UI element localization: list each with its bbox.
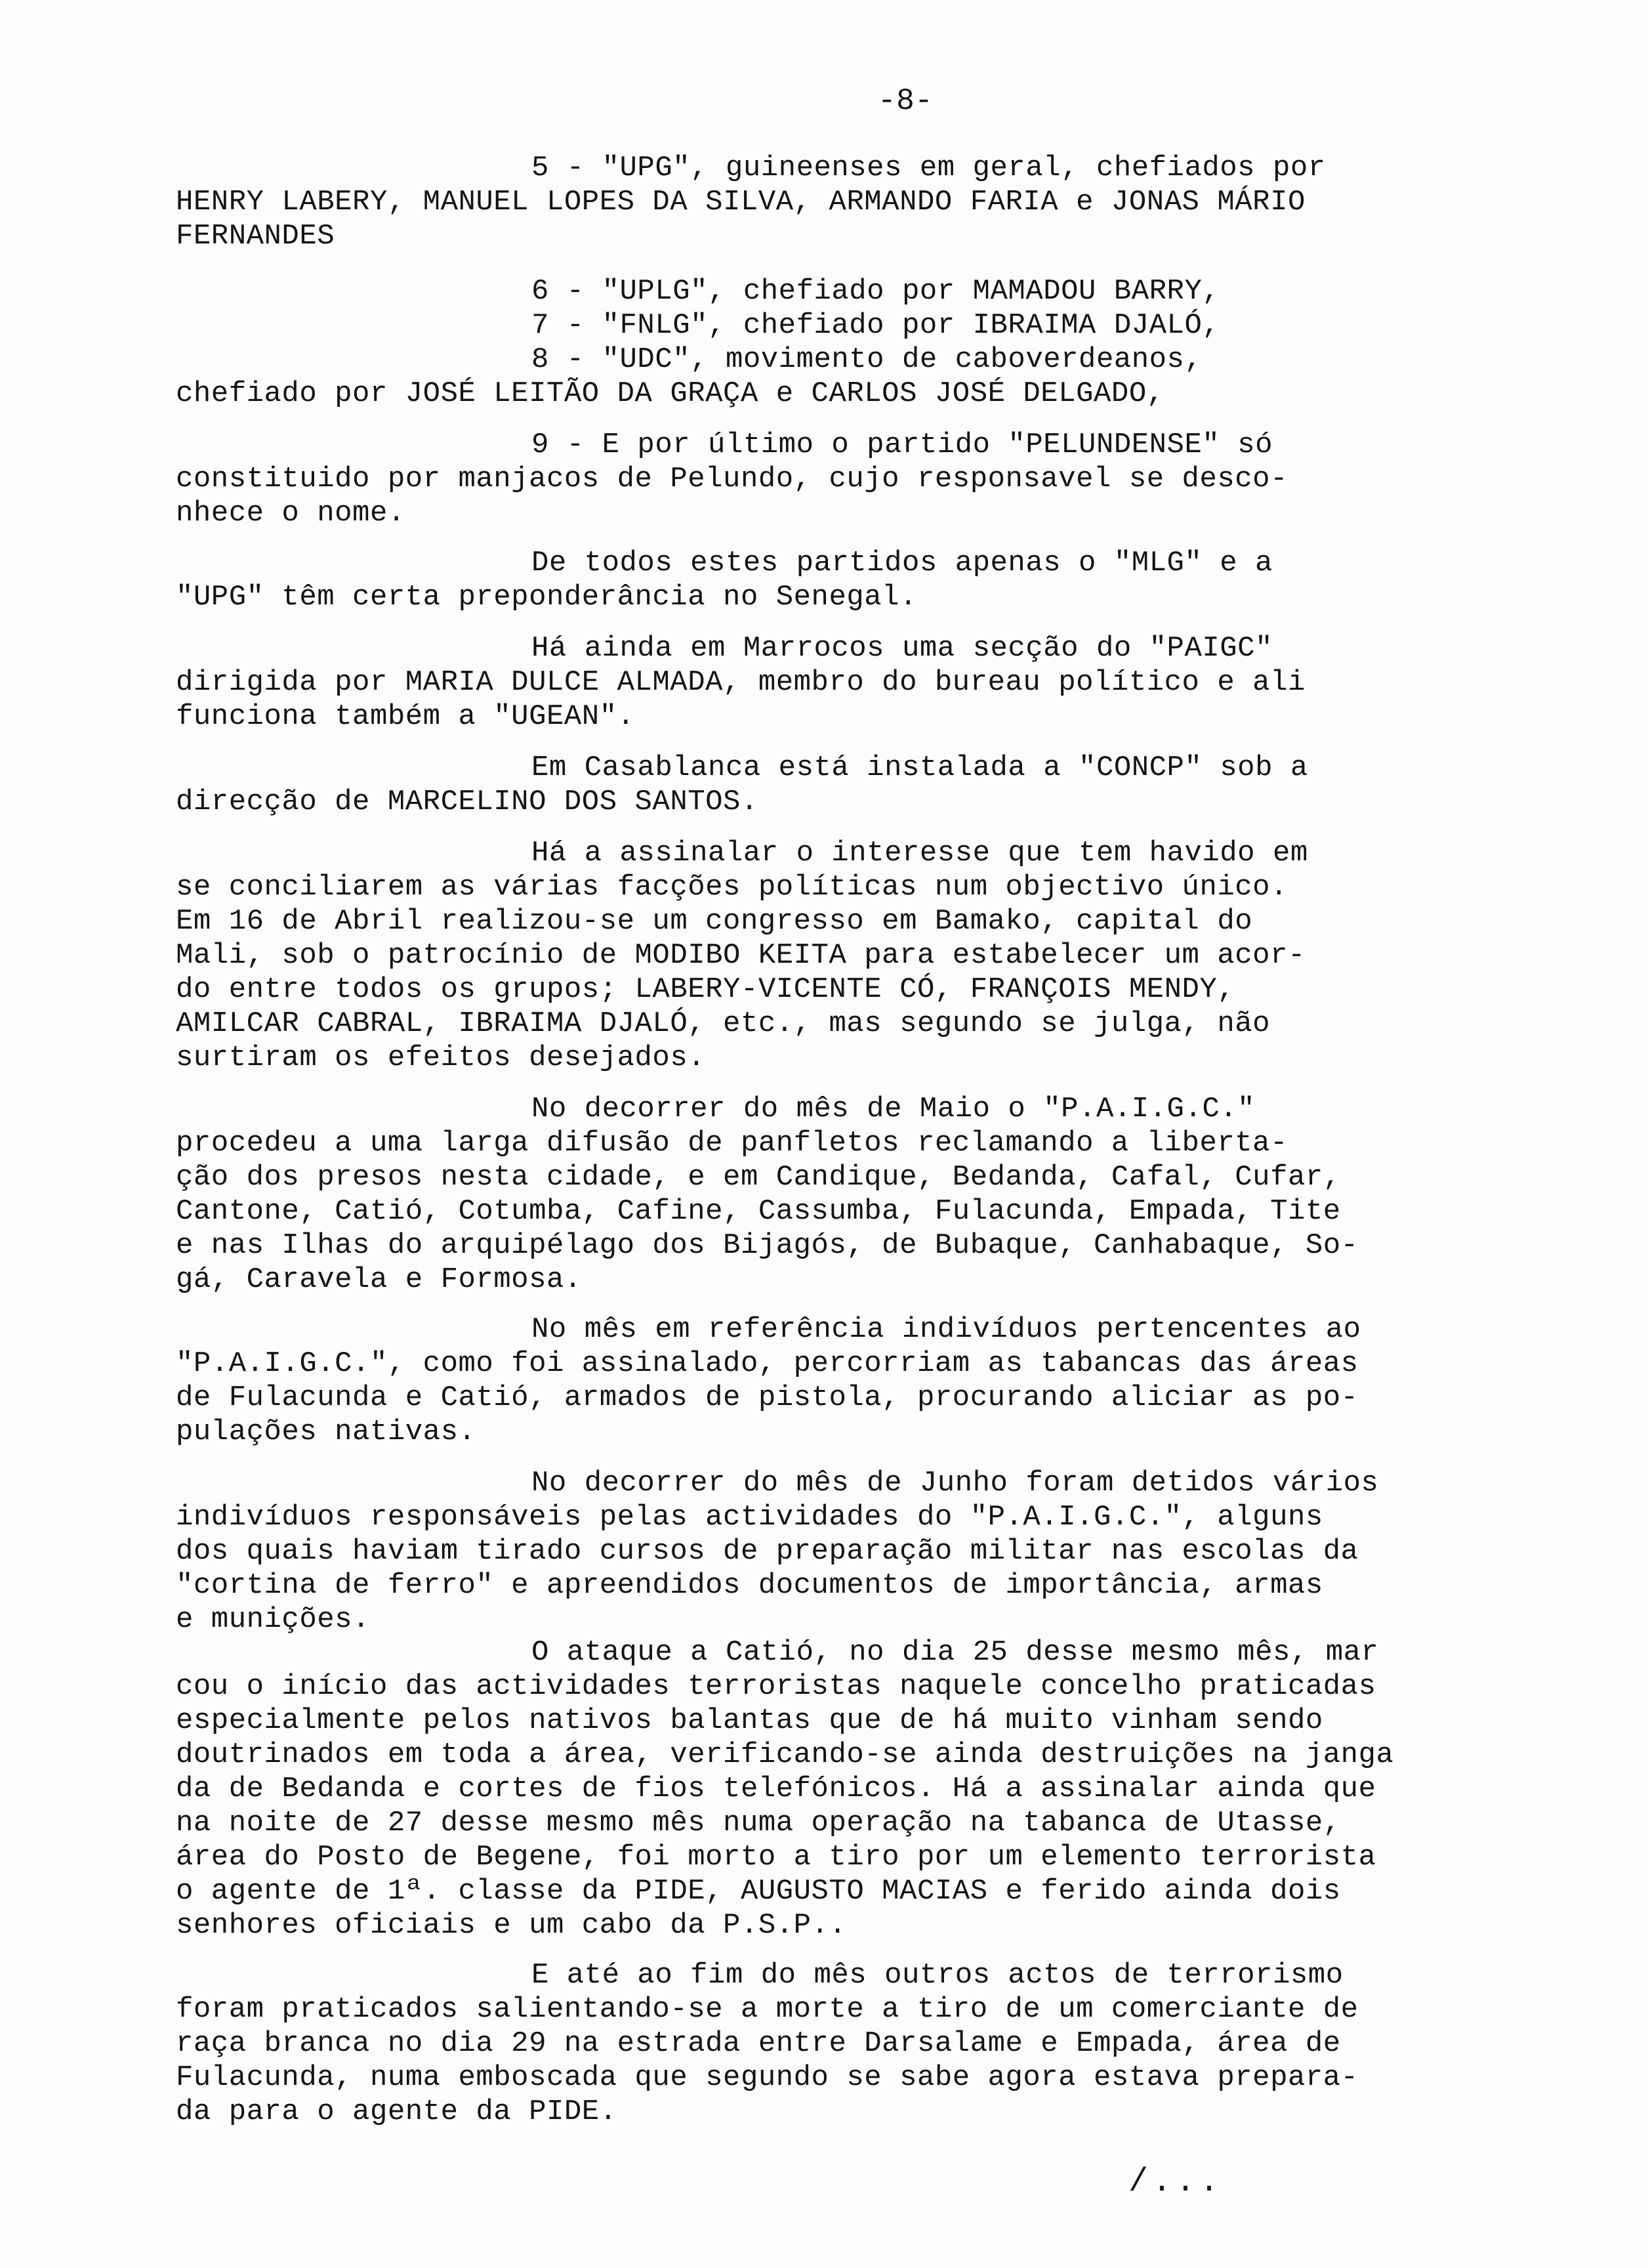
text-line: dirigida por MARIA DULCE ALMADA, membro do bureau político e ali <box>176 666 1306 699</box>
text-line: Cantone, Catió, Cotumba, Cafine, Cassumba, Fulacunda, Empada, Tite <box>176 1195 1341 1228</box>
text-line: "P.A.I.G.C.", como foi assinalado, percorriam as tabancas das áreas <box>176 1347 1359 1380</box>
text-line: dos quais haviam tirado cursos de preparação militar nas escolas da <box>176 1535 1359 1568</box>
text-line: 8 - "UDC", movimento de caboverdeanos, <box>531 343 1203 376</box>
text-line: pulações nativas. <box>176 1416 476 1448</box>
text-line: HENRY LABERY, MANUEL LOPES DA SILVA, ARMANDO FARIA e JONAS MÁRIO <box>176 186 1306 219</box>
text-line: "cortina de ferro" e apreendidos documentos de importância, armas <box>176 1569 1323 1602</box>
text-line: AMILCAR CABRAL, IBRAIMA DJALÓ, etc., mas segundo se julga, não <box>176 1007 1271 1040</box>
text-line: procedeu a uma larga difusão de panfletos reclamando a liberta- <box>176 1127 1288 1160</box>
text-line: do entre todos os grupos; LABERY-VICENTE CÓ, FRANÇOIS MENDY, <box>176 973 1235 1006</box>
text-line: senhores oficiais e um cabo da P.S.P.. <box>176 1909 847 1942</box>
text-line: gá, Caravela e Formosa. <box>176 1263 582 1296</box>
text-line: E até ao fim do mês outros actos de terrorismo <box>531 1959 1344 1992</box>
text-line: funciona também a "UGEAN". <box>176 700 635 733</box>
text-line: chefiado por JOSÉ LEITÃO DA GRAÇA e CARLOS JOSÉ DELGADO, <box>176 377 1164 410</box>
text-line: especialmente pelos nativos balantas que de há muito vinham sendo <box>176 1704 1323 1737</box>
text-line: na noite de 27 desse mesmo mês numa operação na tabanca de Utasse, <box>176 1807 1341 1839</box>
text-line: doutrinados em toda a área, verificando-se ainda destruições na janga <box>176 1738 1394 1771</box>
page-number: -8- <box>878 84 934 118</box>
text-line: 7 - "FNLG", chefiado por IBRAIMA DJALÓ, <box>531 309 1220 342</box>
text-line: direcção de MARCELINO DOS SANTOS. <box>176 786 758 818</box>
text-line: O ataque a Catió, no dia 25 desse mesmo mês, mar <box>531 1636 1379 1669</box>
text-line: No decorrer do mês de Junho foram detidos vários <box>531 1467 1379 1500</box>
text-line: Em 16 de Abril realizou-se um congresso em Bamako, capital do <box>176 905 1253 938</box>
text-line: 9 - E por último o partido "PELUNDENSE" só <box>531 429 1273 461</box>
text-line: raça branca no dia 29 na estrada entre Darsalame e Empada, área de <box>176 2027 1341 2060</box>
text-line: Mali, sob o patrocínio de MODIBO KEITA para estabelecer um acor- <box>176 939 1306 972</box>
text-line: Há a assinalar o interesse que tem havido em <box>531 837 1308 870</box>
text-line: Fulacunda, numa emboscada que segundo se sabe agora estava prepara- <box>176 2061 1359 2094</box>
text-line: nhece o nome. <box>176 497 405 530</box>
text-line: o agente de 1ª. classe da PIDE, AUGUSTO MACIAS e ferido ainda dois <box>176 1875 1341 1908</box>
text-line: área do Posto de Begene, foi morto a tiro por um elemento terrorista <box>176 1841 1376 1874</box>
text-line: cou o início das actividades terroristas naquele concelho praticadas <box>176 1670 1376 1703</box>
text-line: 6 - "UPLG", chefiado por MAMADOU BARRY, <box>531 275 1220 308</box>
text-line: da de Bedanda e cortes de fios telefónicos. Há a assinalar ainda que <box>176 1773 1376 1805</box>
text-line: No decorrer do mês de Maio o "P.A.I.G.C." <box>531 1093 1256 1125</box>
text-line: surtiram os efeitos desejados. <box>176 1041 706 1074</box>
text-line: se conciliarem as várias facções políticas num objectivo único. <box>176 871 1288 904</box>
text-line: de Fulacunda e Catió, armados de pistola, procurando aliciar as po- <box>176 1381 1359 1414</box>
text-line: Em Casablanca está instalada a "CONCP" sob a <box>531 751 1308 784</box>
continuation-mark: /... <box>1128 2164 1224 2201</box>
text-line: indivíduos responsáveis pelas actividades do "P.A.I.G.C.", alguns <box>176 1501 1323 1534</box>
text-line: e munições. <box>176 1603 370 1636</box>
text-line: 5 - "UPG", guineenses em geral, chefiados por <box>531 152 1326 184</box>
text-line: FERNANDES <box>176 220 335 253</box>
text-line: De todos estes partidos apenas o "MLG" e a <box>531 547 1273 579</box>
text-line: e nas Ilhas do arquipélago dos Bijagós, de Bubaque, Canhabaque, So- <box>176 1229 1359 1262</box>
text-line: Há ainda em Marrocos uma secção do "PAIGC" <box>531 632 1273 665</box>
text-line: No mês em referência indivíduos pertencentes ao <box>531 1313 1361 1346</box>
text-line: constituido por manjacos de Pelundo, cujo responsavel se desco- <box>176 463 1288 495</box>
text-line: ção dos presos nesta cidade, e em Candique, Bedanda, Cafal, Cufar, <box>176 1161 1341 1194</box>
text-line: "UPG" têm certa preponderância no Senegal. <box>176 581 917 614</box>
text-line: da para o agente da PIDE. <box>176 2095 617 2128</box>
text-line: foram praticados salientando-se a morte a tiro de um comerciante de <box>176 1993 1359 2026</box>
